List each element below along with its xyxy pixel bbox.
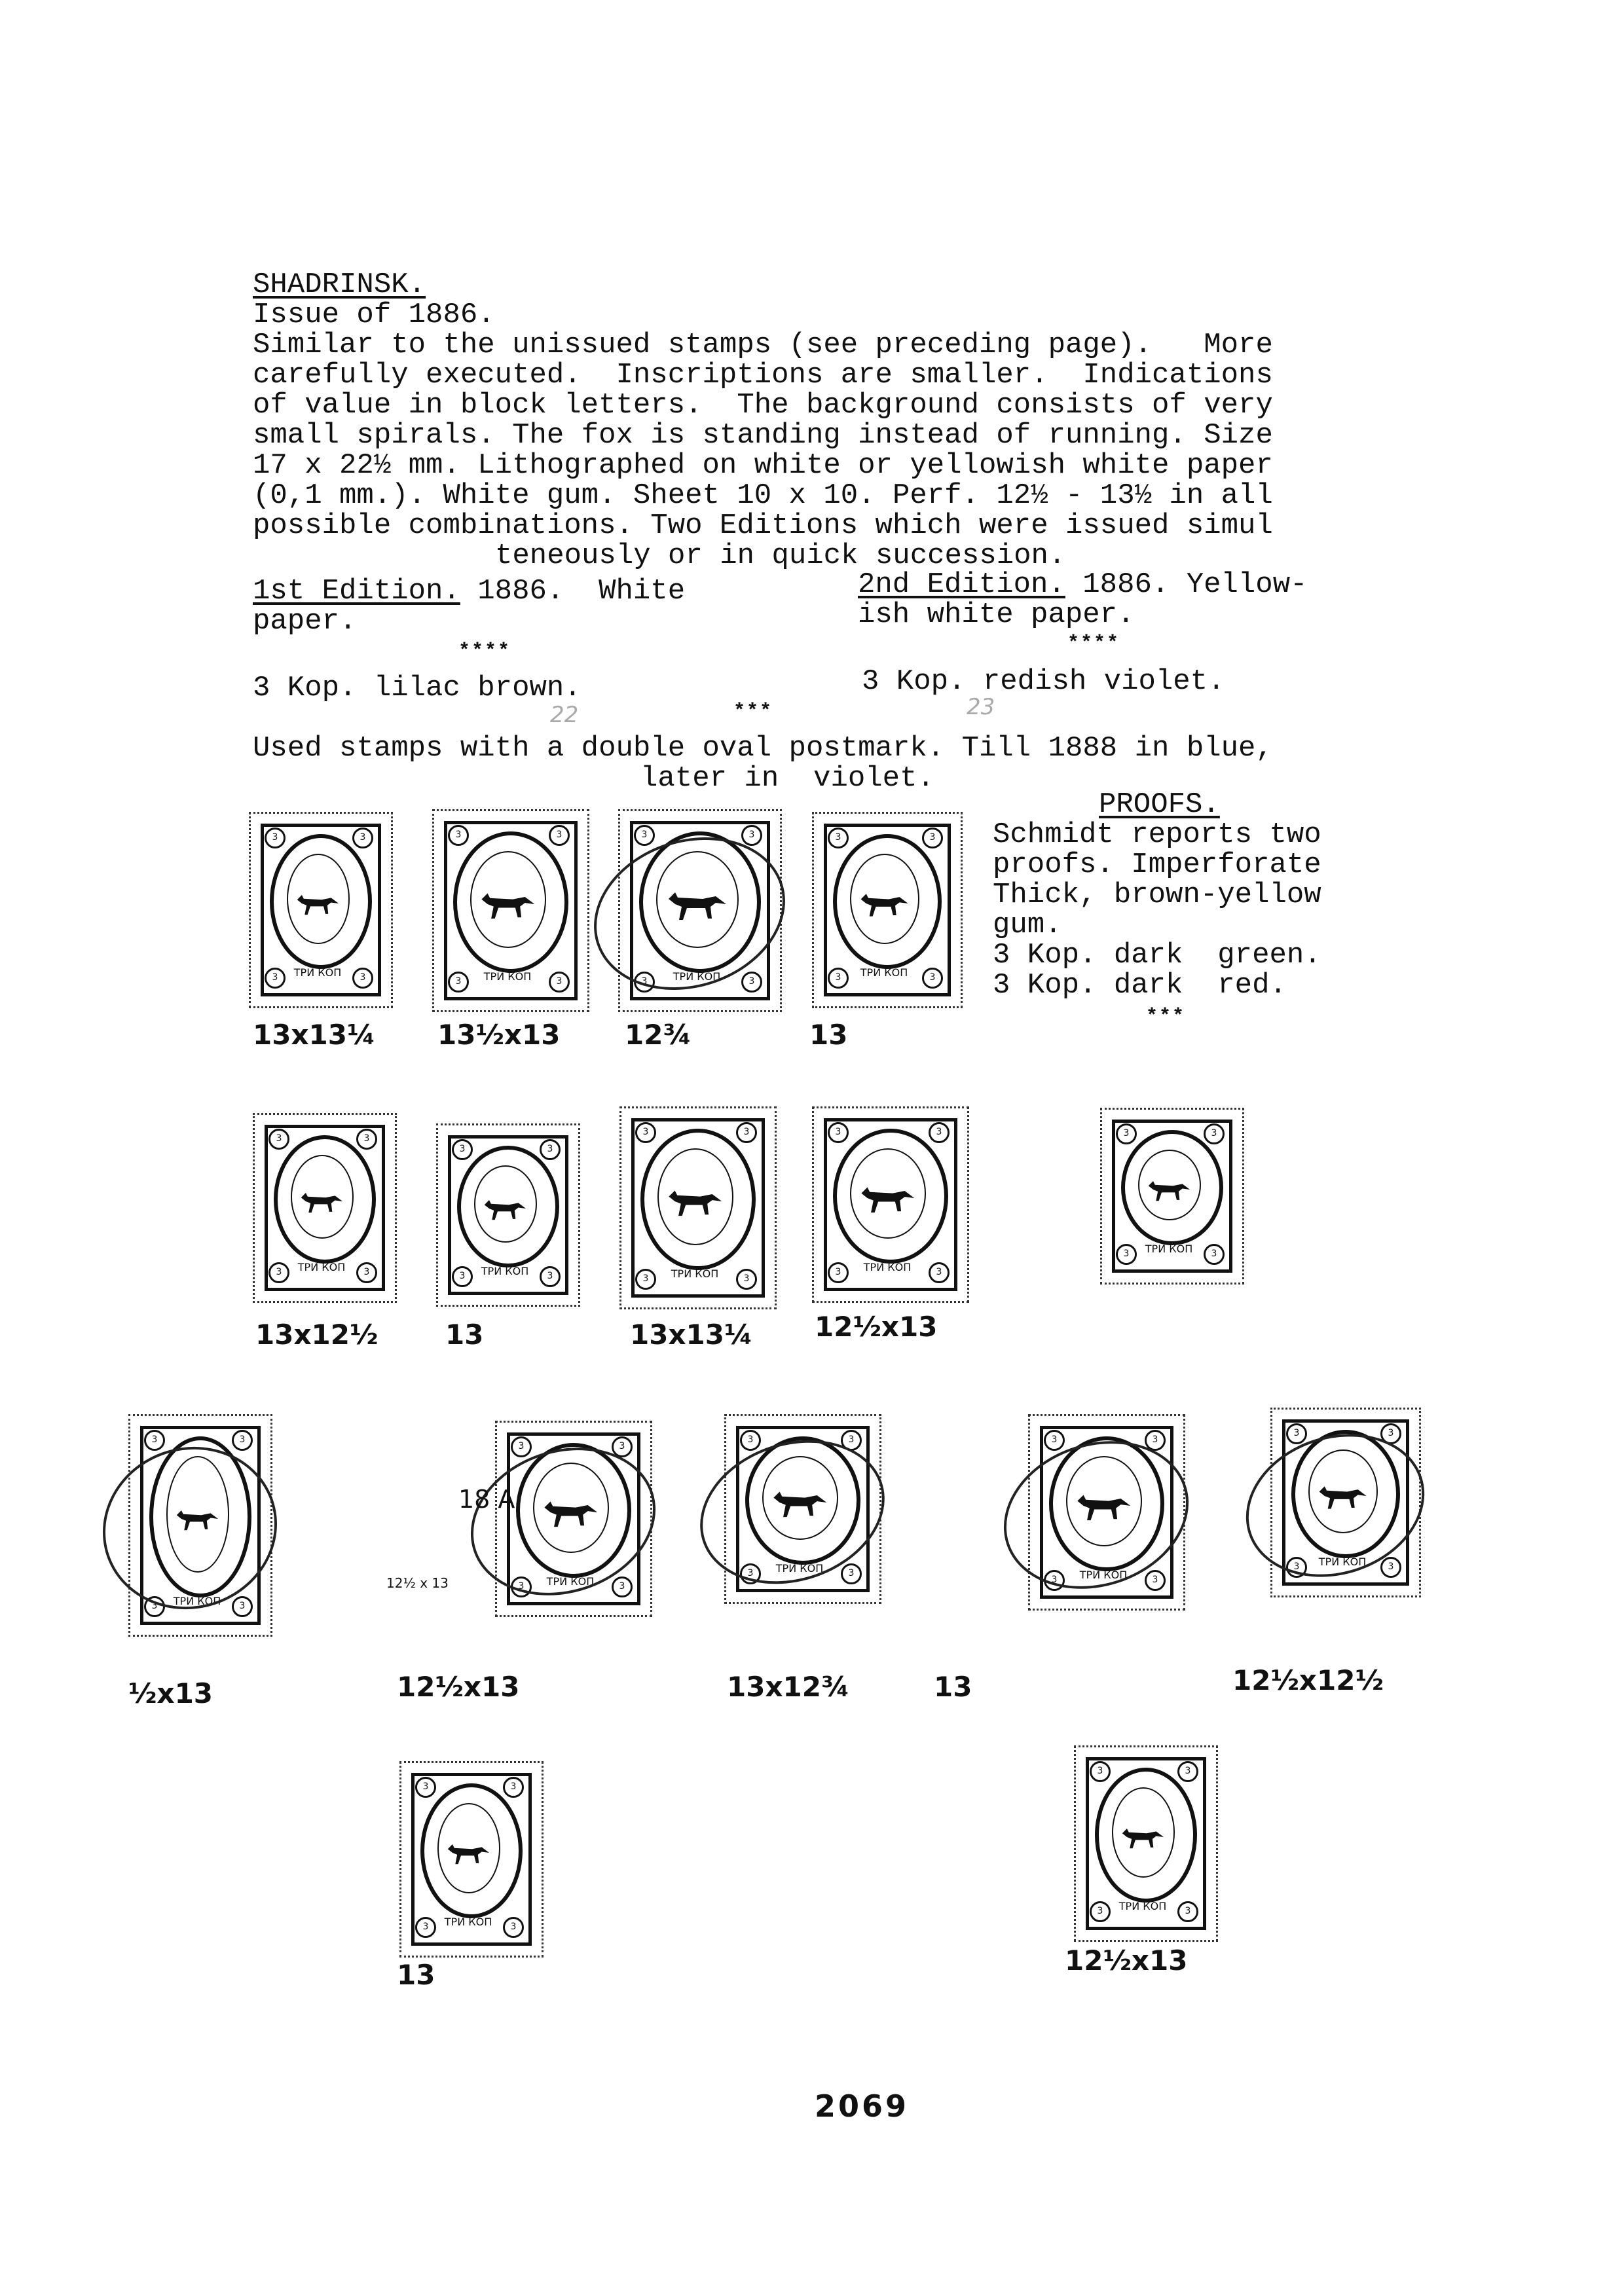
fox-icon <box>477 884 537 924</box>
value-numeral-icon: 3 <box>540 1266 561 1287</box>
pencil-mark: 22 <box>550 702 579 728</box>
stamp-value-text: ТРИ КОП <box>1145 1243 1193 1255</box>
stamp-image <box>249 812 393 1008</box>
edition-1-rest: 1886. White <box>460 575 686 608</box>
value-numeral-icon: 3 <box>265 968 286 989</box>
stamp-value-text: ТРИ КОП <box>297 1261 346 1273</box>
used-stamps-line: later in violet. <box>640 762 934 795</box>
value-numeral-icon: 3 <box>549 972 570 993</box>
proofs-line: 3 Kop. dark red. <box>993 969 1287 1002</box>
value-numeral-icon: 3 <box>1145 1570 1166 1591</box>
value-numeral-icon: 3 <box>929 1122 950 1143</box>
perforation-caption: 12½x13 <box>397 1671 520 1703</box>
fox-icon <box>1118 1817 1166 1857</box>
fox-silhouette <box>448 1844 489 1864</box>
value-numeral-icon: 3 <box>540 1139 561 1160</box>
edition-1-title: 1st Edition. <box>253 575 460 608</box>
stamp-value-text: ТРИ КОП <box>775 1562 824 1575</box>
value-numeral-icon: 3 <box>356 1129 377 1150</box>
description-line: of value in block letters. The background consists of very <box>253 389 1273 422</box>
fox-icon <box>664 1182 724 1221</box>
value-numeral-icon: 3 <box>929 1262 950 1283</box>
fox-silhouette <box>1122 1829 1164 1848</box>
value-numeral-icon: 3 <box>828 1122 849 1143</box>
edition-2-value: 3 Kop. redish violet. <box>862 665 1225 698</box>
stamp-value-text: ТРИ КОП <box>673 970 721 983</box>
value-numeral-icon: 3 <box>452 1266 473 1287</box>
value-numeral-icon: 3 <box>448 825 469 846</box>
edition-2-title: 2nd Edition. <box>858 568 1065 601</box>
fox-icon <box>1145 1170 1192 1209</box>
proofs-title: PROOFS. <box>1099 788 1220 821</box>
stamp-image <box>1074 1745 1218 1942</box>
value-numeral-icon: 3 <box>1286 1423 1307 1444</box>
fox-silhouette <box>481 893 534 919</box>
stamp-image <box>812 1106 969 1303</box>
stamp-image <box>128 1414 272 1637</box>
stamp-image <box>618 809 782 1012</box>
description-line: 17 x 22½ mm. Lithographed on white or yellowish white paper <box>253 449 1273 482</box>
value-numeral-icon: 3 <box>1116 1244 1137 1265</box>
edition-2-stars: **** <box>1067 632 1120 655</box>
description-line: carefully executed. Inscriptions are smaller. Indications <box>253 359 1273 392</box>
value-numeral-icon: 3 <box>268 1262 289 1283</box>
fox-silhouette <box>861 894 908 916</box>
stamp-value-text: ТРИ КОП <box>863 1261 912 1273</box>
stamp-value-text: ТРИ КОП <box>293 966 342 979</box>
value-numeral-icon: 3 <box>503 1917 524 1938</box>
value-numeral-icon: 3 <box>268 1129 289 1150</box>
edition-1-paper: paper. <box>253 605 357 638</box>
value-numeral-icon: 3 <box>1090 1901 1111 1922</box>
description-line: Similar to the unissued stamps (see preceding page). More <box>253 329 1273 361</box>
value-numeral-icon: 3 <box>503 1777 524 1798</box>
value-numeral-icon: 3 <box>448 972 469 993</box>
perforation-caption: 13 <box>397 1959 435 1991</box>
proofs-line: 3 Kop. dark green. <box>993 939 1321 972</box>
issue-line: Issue of 1886. <box>253 299 495 331</box>
value-numeral-icon: 3 <box>612 1436 633 1457</box>
stamp-value-text: ТРИ КОП <box>860 966 908 979</box>
edition-1-heading <box>253 576 685 606</box>
value-numeral-icon: 3 <box>740 1430 761 1451</box>
stamp-image <box>1028 1414 1185 1611</box>
value-numeral-icon: 3 <box>511 1436 532 1457</box>
value-numeral-icon: 3 <box>265 828 286 848</box>
proofs-line: Schmidt reports two <box>993 818 1321 851</box>
description-line: possible combinations. Two Editions which were issued simul <box>253 509 1273 542</box>
perforation-caption: 13x12¾ <box>727 1671 850 1703</box>
fox-icon <box>297 1182 344 1221</box>
value-numeral-icon: 3 <box>144 1430 165 1451</box>
value-numeral-icon: 3 <box>415 1917 436 1938</box>
description-line: (0,1 mm.). White gum. Sheet 10 x 10. Perf. 12½ - 13½ in all <box>253 479 1273 512</box>
value-numeral-icon: 3 <box>1116 1123 1137 1144</box>
value-numeral-icon: 3 <box>841 1563 862 1584</box>
stamp-value-text: ТРИ КОП <box>1118 1900 1167 1912</box>
perforation-caption: 12½x13 <box>1065 1944 1188 1977</box>
value-numeral-icon: 3 <box>635 1122 656 1143</box>
value-numeral-icon: 3 <box>1286 1557 1307 1578</box>
stamp-image <box>399 1761 544 1958</box>
fox-icon <box>293 884 341 923</box>
fox-icon <box>481 1189 528 1228</box>
perforation-caption: 13 <box>934 1671 972 1703</box>
stamp-value-text: ТРИ КОП <box>173 1595 221 1607</box>
fox-icon <box>857 884 910 923</box>
stamp-image <box>812 812 963 1008</box>
stamp-image <box>495 1421 652 1617</box>
used-stamps-line: Used stamps with a double oval postmark. Till 1888 in blue, <box>253 732 1273 765</box>
value-numeral-icon: 3 <box>1044 1570 1065 1591</box>
value-numeral-icon: 3 <box>1204 1123 1225 1144</box>
description-line: small spirals. The fox is standing instead of running. Size <box>253 419 1273 452</box>
value-numeral-icon: 3 <box>1380 1423 1401 1444</box>
value-numeral-icon: 3 <box>452 1139 473 1160</box>
fox-silhouette <box>297 895 339 915</box>
perforation-caption: 12½x12½ <box>1232 1664 1384 1696</box>
fox-silhouette <box>301 1193 342 1212</box>
edition-2-paper: ish white paper. <box>858 598 1135 631</box>
value-numeral-icon: 3 <box>1044 1430 1065 1451</box>
edition-2-rest: 1886. Yellow- <box>1065 568 1308 601</box>
stamp-image <box>1100 1108 1244 1285</box>
value-numeral-icon: 3 <box>736 1269 757 1290</box>
fox-silhouette <box>1149 1181 1190 1201</box>
value-numeral-icon: 3 <box>1177 1761 1198 1782</box>
value-numeral-icon: 3 <box>144 1596 165 1617</box>
postmark-text: 18 A <box>458 1485 515 1514</box>
stamp-value-text: ТРИ КОП <box>483 970 532 983</box>
fox-silhouette <box>485 1200 526 1220</box>
middle-stars: *** <box>733 701 773 723</box>
value-numeral-icon: 3 <box>1380 1557 1401 1578</box>
value-numeral-icon: 3 <box>635 1269 656 1290</box>
value-numeral-icon: 3 <box>232 1430 253 1451</box>
stamp-image <box>253 1113 397 1303</box>
value-numeral-icon: 3 <box>828 1262 849 1283</box>
perforation-caption: 13 <box>809 1019 848 1051</box>
value-numeral-icon: 3 <box>828 968 849 989</box>
proofs-line: gum. <box>993 909 1062 941</box>
stamp-value-text: ТРИ КОП <box>1318 1556 1367 1568</box>
perforation-caption: 12½x13 <box>815 1311 938 1343</box>
proofs-line: proofs. Imperforate <box>993 848 1321 881</box>
stamp-image <box>724 1414 881 1604</box>
value-numeral-icon: 3 <box>232 1596 253 1617</box>
value-numeral-icon: 3 <box>511 1576 532 1597</box>
perforation-caption: 13 <box>445 1319 484 1351</box>
value-numeral-icon: 3 <box>741 825 762 846</box>
stamp-value-text: ТРИ КОП <box>546 1575 595 1588</box>
value-numeral-icon: 3 <box>634 825 655 846</box>
perforation-caption: 13½x13 <box>437 1019 561 1051</box>
value-numeral-icon: 3 <box>415 1777 436 1798</box>
perforation-caption: 13x13¼ <box>253 1019 376 1051</box>
value-numeral-icon: 3 <box>828 828 849 848</box>
value-numeral-icon: 3 <box>356 1262 377 1283</box>
stamp-image <box>432 809 589 1012</box>
fox-silhouette <box>669 1190 722 1216</box>
edition-1-value: 3 Kop. lilac brown. <box>253 672 581 704</box>
value-numeral-icon: 3 <box>352 968 373 989</box>
value-numeral-icon: 3 <box>1204 1244 1225 1265</box>
page-number: 2069 <box>815 2088 910 2124</box>
proofs-line: Thick, brown-yellow <box>993 879 1321 911</box>
value-numeral-icon: 3 <box>741 972 762 993</box>
proofs-stars: *** <box>1146 1006 1186 1028</box>
fox-icon <box>444 1833 491 1872</box>
value-numeral-icon: 3 <box>1177 1901 1198 1922</box>
perforation-caption: 13x13¼ <box>630 1319 753 1351</box>
stamp-value-text: ТРИ КОП <box>671 1267 719 1280</box>
perforation-caption: ½x13 <box>128 1677 213 1709</box>
page-heading: SHADRINSK. <box>253 268 426 301</box>
value-numeral-icon: 3 <box>736 1122 757 1143</box>
stamp-image <box>436 1123 580 1307</box>
description-line: teneously or in quick succession. <box>495 539 1066 572</box>
postmark-text: 12½ x 13 <box>386 1575 449 1591</box>
stamp-image <box>1270 1408 1421 1597</box>
value-numeral-icon: 3 <box>1090 1761 1111 1782</box>
pencil-mark: 23 <box>967 694 995 720</box>
fox-icon <box>857 1178 917 1218</box>
perforation-caption: 12¾ <box>625 1019 692 1051</box>
value-numeral-icon: 3 <box>740 1563 761 1584</box>
value-numeral-icon: 3 <box>634 972 655 993</box>
value-numeral-icon: 3 <box>549 825 570 846</box>
perforation-caption: 13x12½ <box>255 1319 378 1351</box>
value-numeral-icon: 3 <box>352 828 373 848</box>
value-numeral-icon: 3 <box>612 1576 633 1597</box>
value-numeral-icon: 3 <box>1145 1430 1166 1451</box>
stamp-value-text: ТРИ КОП <box>481 1265 529 1277</box>
stamp-value-text: ТРИ КОП <box>444 1916 492 1928</box>
edition-1-stars: **** <box>458 640 511 663</box>
stamp-value-text: ТРИ КОП <box>1079 1569 1128 1581</box>
value-numeral-icon: 3 <box>841 1430 862 1451</box>
stamp-image <box>619 1106 777 1309</box>
edition-2-heading <box>858 570 1308 600</box>
value-numeral-icon: 3 <box>922 828 943 848</box>
fox-silhouette <box>861 1187 914 1212</box>
value-numeral-icon: 3 <box>922 968 943 989</box>
